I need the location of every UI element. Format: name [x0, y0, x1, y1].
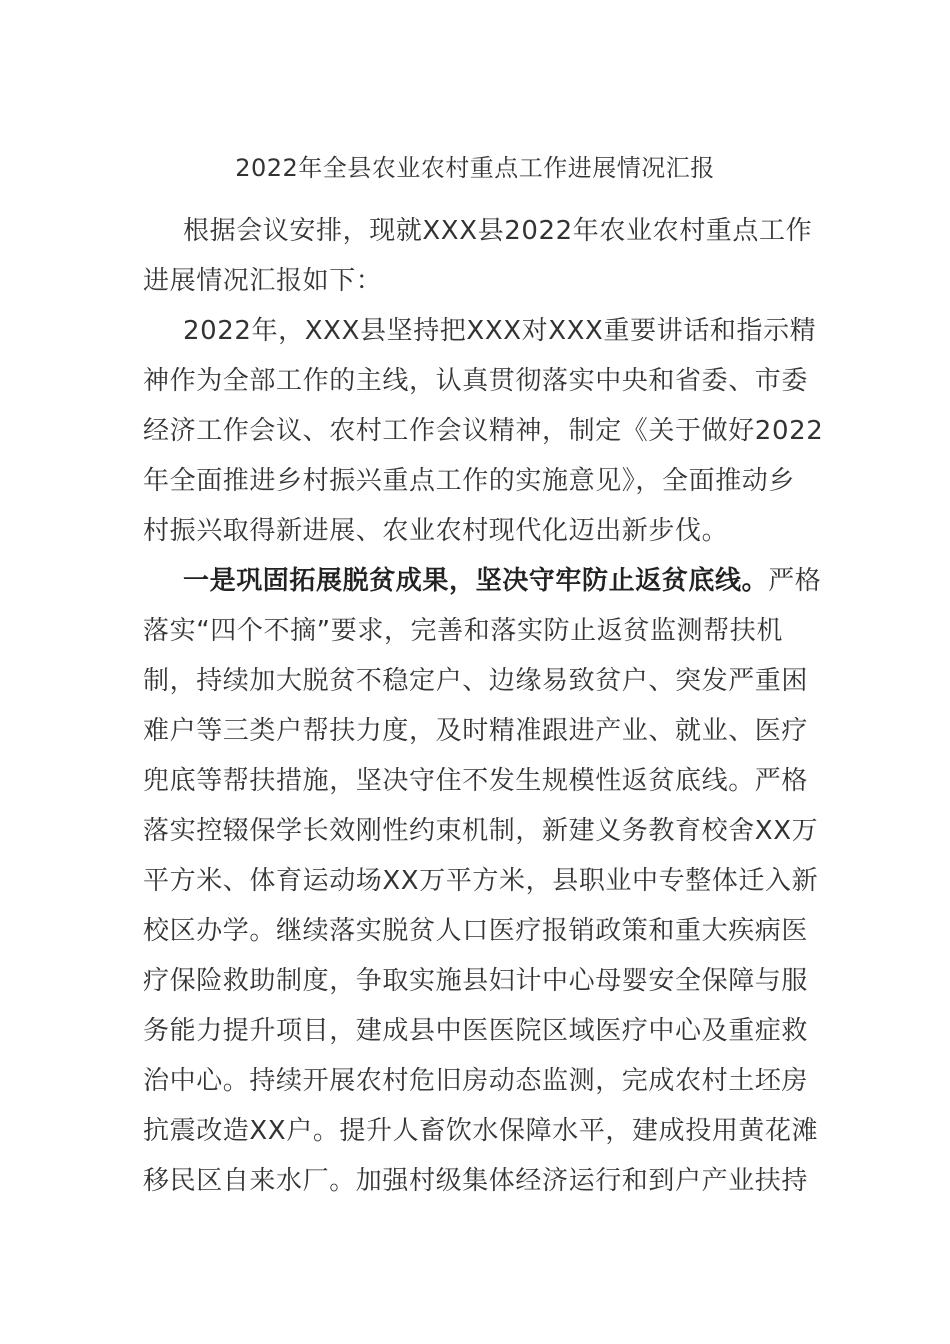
text-line: 落实控辍保学长效刚性约束机制，新建义务教育校舍XX万 — [143, 816, 819, 846]
text-line: 兜底等帮扶措施，坚决守住不发生规模性返贫底线。严格 — [143, 766, 809, 796]
text-line: 经济工作会议、农村工作会议精神，制定《关于做好2022 — [143, 416, 824, 446]
text-line: 根据会议安排，现就XXX县2022年农业农村重点工作 — [183, 216, 813, 246]
text-fragment: 严格 — [768, 566, 822, 596]
paragraph-section-one — [143, 556, 822, 1206]
text-line: 难户等三类户帮扶力度，及时精准跟进产业、就业、医疗 — [143, 716, 809, 746]
text-line: 移民区自来水厂。加强村级集体经济运行和到户产业扶持 — [143, 1166, 809, 1196]
text-line: 疗保险救助制度，争取实施县妇计中心母婴安全保障与服 — [143, 966, 809, 996]
document-body — [143, 206, 824, 1206]
text-line: 治中心。持续开展农村危旧房动态监测，完成农村土坯房 — [143, 1066, 809, 1096]
paragraph-intro — [143, 206, 813, 306]
text-line: 务能力提升项目，建成县中医医院区域医疗中心及重症救 — [143, 1016, 809, 1046]
text-line: 神作为全部工作的主线，认真贯彻落实中央和省委、市委 — [143, 366, 809, 396]
text-line: 抗震改造XX户。提升人畜饮水保障水平，建成投用黄花滩 — [143, 1116, 819, 1146]
text-line: 2022年，XXX县坚持把XXX对XXX重要讲话和指示精 — [183, 316, 817, 346]
document-title: 2022年全县农业农村重点工作进展情况汇报 — [235, 154, 715, 182]
section-heading: 一是巩固拓展脱贫成果，坚决守牢防止返贫底线。 — [183, 566, 769, 596]
text-line — [143, 556, 822, 606]
text-line: 村振兴取得新进展、农业农村现代化迈出新步伐。 — [143, 516, 729, 546]
text-line: 校区办学。继续落实脱贫人口医疗报销政策和重大疾病医 — [143, 916, 809, 946]
text-line: 年全面推进乡村振兴重点工作的实施意见》，全面推动乡 — [143, 466, 796, 496]
text-line: 落实“四个不摘”要求，完善和落实防止返贫监测帮扶机 — [143, 616, 783, 646]
text-line: 制，持续加大脱贫不稳定户、边缘易致贫户、突发严重困 — [143, 666, 809, 696]
text-line: 平方米、体育运动场XX万平方米，县职业中专整体迁入新 — [143, 866, 819, 896]
text-line: 进展情况汇报如下： — [143, 266, 383, 296]
paragraph-overview — [143, 306, 824, 556]
